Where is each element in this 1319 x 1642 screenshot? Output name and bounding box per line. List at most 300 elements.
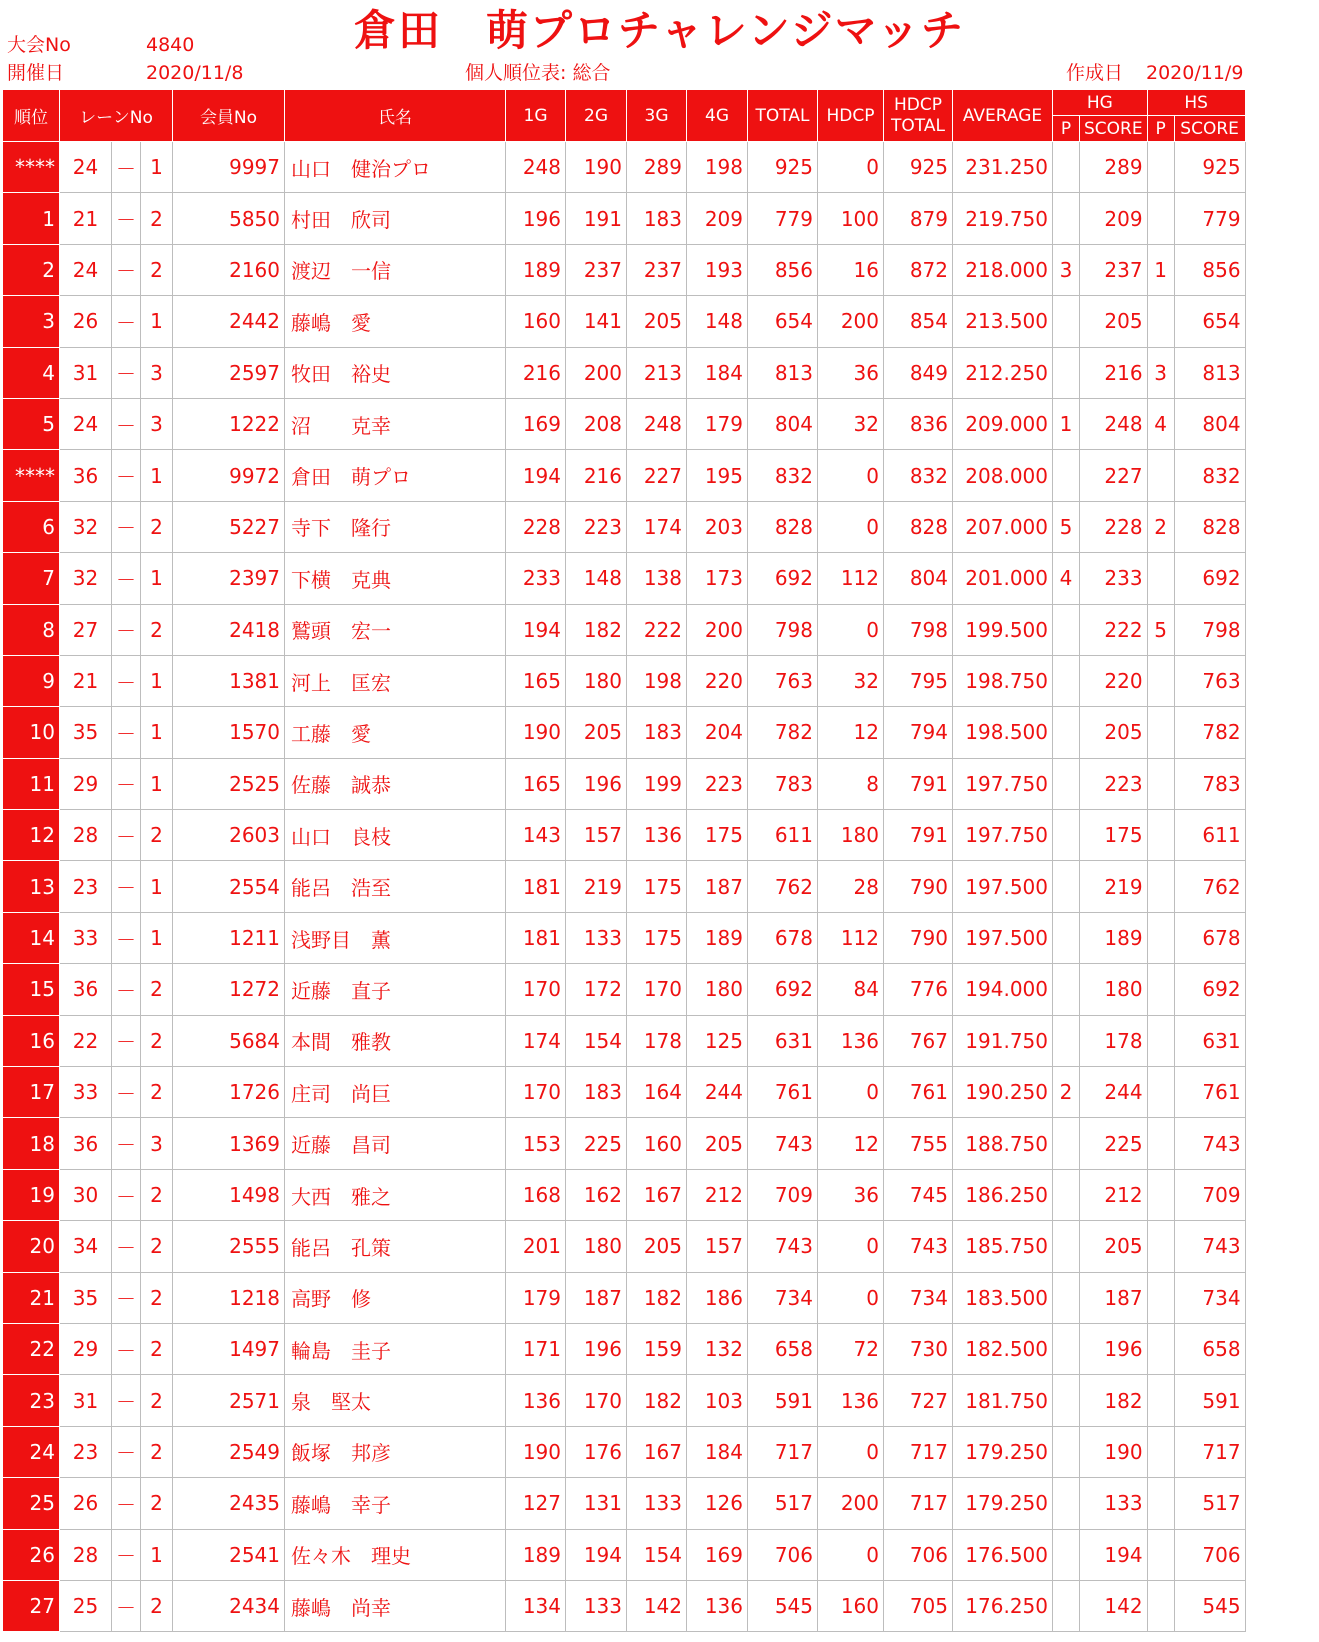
average-cell: 199.500 [953, 604, 1053, 655]
name-cell: 庄司 尚巨 [285, 1067, 506, 1118]
col-lane: レーンNo [60, 90, 173, 142]
average-cell: 201.000 [953, 553, 1053, 604]
rank-cell: 8 [3, 604, 60, 655]
hg-position-cell [1053, 1478, 1080, 1529]
hdcp-cell: 0 [818, 1221, 884, 1272]
game4-cell: 198 [687, 142, 748, 193]
average-cell: 198.500 [953, 707, 1053, 758]
lane-box-cell: 3 [141, 398, 173, 449]
hg-score-cell: 182 [1080, 1375, 1148, 1426]
name-cell: 高野 修 [285, 1272, 506, 1323]
average-cell: 197.750 [953, 810, 1053, 861]
hdcp-cell: 112 [818, 912, 884, 963]
hs-position-cell [1147, 1272, 1174, 1323]
hs-position-cell [1147, 1067, 1174, 1118]
col-1g: 1G [506, 90, 566, 142]
hdcp-cell: 0 [818, 1067, 884, 1118]
total-cell: 832 [748, 450, 818, 501]
game1-cell: 179 [506, 1272, 566, 1323]
lane-box-cell: 2 [141, 1323, 173, 1374]
lane-separator: － [112, 758, 141, 809]
hs-position-cell [1147, 758, 1174, 809]
total-cell: 545 [748, 1580, 818, 1631]
lane-separator: － [112, 707, 141, 758]
name-cell: 佐藤 誠恭 [285, 758, 506, 809]
name-cell: 近藤 昌司 [285, 1118, 506, 1169]
table-header [3, 90, 1246, 142]
hs-position-cell [1147, 964, 1174, 1015]
hs-score-cell: 611 [1174, 810, 1245, 861]
game4-cell: 187 [687, 861, 748, 912]
average-cell: 179.250 [953, 1478, 1053, 1529]
rank-cell: 9 [3, 655, 60, 706]
lane-box-cell: 2 [141, 810, 173, 861]
name-cell: 飯塚 邦彦 [285, 1426, 506, 1477]
hdcp-total-cell: 730 [884, 1323, 953, 1374]
total-cell: 631 [748, 1015, 818, 1066]
hg-score-cell: 187 [1080, 1272, 1148, 1323]
lane-cell: 23 [60, 1426, 112, 1477]
created-date: 2020/11/9 [1146, 62, 1244, 84]
table-row [3, 1478, 1246, 1529]
lane-box-cell: 2 [141, 1478, 173, 1529]
hg-score-cell: 237 [1080, 244, 1148, 295]
total-cell: 517 [748, 1478, 818, 1529]
hg-position-cell [1053, 964, 1080, 1015]
table-row [3, 1529, 1246, 1580]
lane-cell: 24 [60, 244, 112, 295]
hdcp-total-cell: 925 [884, 142, 953, 193]
col-hg: HG [1053, 90, 1148, 116]
hs-position-cell: 5 [1147, 604, 1174, 655]
hg-position-cell [1053, 1221, 1080, 1272]
total-cell: 743 [748, 1118, 818, 1169]
game1-cell: 143 [506, 810, 566, 861]
lane-cell: 23 [60, 861, 112, 912]
member-no-cell: 2525 [173, 758, 285, 809]
name-cell: 下横 克典 [285, 553, 506, 604]
game2-cell: 157 [566, 810, 627, 861]
lane-separator: － [112, 398, 141, 449]
total-cell: 678 [748, 912, 818, 963]
game1-cell: 168 [506, 1169, 566, 1220]
hdcp-total-cell: 791 [884, 758, 953, 809]
member-no-cell: 5684 [173, 1015, 285, 1066]
game3-cell: 248 [627, 398, 687, 449]
hg-position-cell [1053, 655, 1080, 706]
total-cell: 591 [748, 1375, 818, 1426]
game3-cell: 237 [627, 244, 687, 295]
hdcp-total-cell: 705 [884, 1580, 953, 1631]
hg-score-cell: 219 [1080, 861, 1148, 912]
total-cell: 925 [748, 142, 818, 193]
hdcp-cell: 32 [818, 655, 884, 706]
hg-position-cell [1053, 1375, 1080, 1426]
game2-cell: 208 [566, 398, 627, 449]
total-cell: 804 [748, 398, 818, 449]
game4-cell: 209 [687, 193, 748, 244]
hdcp-cell: 72 [818, 1323, 884, 1374]
lane-separator: － [112, 501, 141, 552]
lane-cell: 25 [60, 1580, 112, 1631]
hs-score-cell: 798 [1174, 604, 1245, 655]
lane-box-cell: 1 [141, 296, 173, 347]
average-cell: 190.250 [953, 1067, 1053, 1118]
hdcp-total-cell: 767 [884, 1015, 953, 1066]
game1-cell: 201 [506, 1221, 566, 1272]
total-cell: 717 [748, 1426, 818, 1477]
game3-cell: 170 [627, 964, 687, 1015]
average-cell: 191.750 [953, 1015, 1053, 1066]
game2-cell: 162 [566, 1169, 627, 1220]
game1-cell: 233 [506, 553, 566, 604]
lane-separator: － [112, 1067, 141, 1118]
rank-cell: 5 [3, 398, 60, 449]
game1-cell: 228 [506, 501, 566, 552]
hdcp-total-cell: 795 [884, 655, 953, 706]
rank-cell: 16 [3, 1015, 60, 1066]
game4-cell: 173 [687, 553, 748, 604]
lane-separator: － [112, 655, 141, 706]
game1-cell: 171 [506, 1323, 566, 1374]
game3-cell: 182 [627, 1272, 687, 1323]
game2-cell: 223 [566, 501, 627, 552]
hdcp-total-cell: 790 [884, 912, 953, 963]
game3-cell: 289 [627, 142, 687, 193]
hg-position-cell [1053, 912, 1080, 963]
game1-cell: 190 [506, 1426, 566, 1477]
hg-score-cell: 233 [1080, 553, 1148, 604]
game2-cell: 194 [566, 1529, 627, 1580]
lane-separator: － [112, 553, 141, 604]
lane-box-cell: 1 [141, 707, 173, 758]
lane-cell: 36 [60, 450, 112, 501]
rank-cell: 4 [3, 347, 60, 398]
member-no-cell: 5227 [173, 501, 285, 552]
total-cell: 611 [748, 810, 818, 861]
game2-cell: 133 [566, 912, 627, 963]
lane-box-cell: 3 [141, 1118, 173, 1169]
rank-cell: 2 [3, 244, 60, 295]
hs-score-cell: 743 [1174, 1221, 1245, 1272]
hdcp-cell: 136 [818, 1375, 884, 1426]
lane-box-cell: 1 [141, 758, 173, 809]
hg-score-cell: 194 [1080, 1529, 1148, 1580]
hg-score-cell: 189 [1080, 912, 1148, 963]
lane-cell: 35 [60, 707, 112, 758]
hdcp-cell: 0 [818, 1529, 884, 1580]
average-cell: 183.500 [953, 1272, 1053, 1323]
lane-cell: 31 [60, 1375, 112, 1426]
hs-score-cell: 782 [1174, 707, 1245, 758]
game4-cell: 126 [687, 1478, 748, 1529]
col-hdcp: HDCP [818, 90, 884, 142]
tournament-no-label: 大会No [7, 34, 71, 56]
lane-separator: － [112, 142, 141, 193]
lane-box-cell: 2 [141, 1580, 173, 1631]
hg-position-cell [1053, 1272, 1080, 1323]
name-cell: 工藤 愛 [285, 707, 506, 758]
game4-cell: 157 [687, 1221, 748, 1272]
hs-score-cell: 832 [1174, 450, 1245, 501]
hs-score-cell: 762 [1174, 861, 1245, 912]
game3-cell: 213 [627, 347, 687, 398]
hs-position-cell [1147, 553, 1174, 604]
table-row [3, 347, 1246, 398]
game2-cell: 131 [566, 1478, 627, 1529]
hg-position-cell: 5 [1053, 501, 1080, 552]
hg-score-cell: 228 [1080, 501, 1148, 552]
lane-box-cell: 1 [141, 912, 173, 963]
hdcp-total-cell: 734 [884, 1272, 953, 1323]
rank-cell: 11 [3, 758, 60, 809]
hg-score-cell: 205 [1080, 707, 1148, 758]
lane-cell: 29 [60, 1323, 112, 1374]
col-hg-score: SCORE [1080, 116, 1148, 142]
average-cell: 194.000 [953, 964, 1053, 1015]
game4-cell: 136 [687, 1580, 748, 1631]
table-row [3, 142, 1246, 193]
hdcp-total-cell: 776 [884, 964, 953, 1015]
hg-position-cell [1053, 810, 1080, 861]
hg-score-cell: 142 [1080, 1580, 1148, 1631]
game2-cell: 148 [566, 553, 627, 604]
average-cell: 197.750 [953, 758, 1053, 809]
lane-box-cell: 2 [141, 604, 173, 655]
game3-cell: 222 [627, 604, 687, 655]
game4-cell: 223 [687, 758, 748, 809]
table-row [3, 758, 1246, 809]
game3-cell: 174 [627, 501, 687, 552]
hs-score-cell: 692 [1174, 553, 1245, 604]
table-row [3, 450, 1246, 501]
hg-position-cell [1053, 758, 1080, 809]
name-cell: 近藤 直子 [285, 964, 506, 1015]
rank-cell: 20 [3, 1221, 60, 1272]
name-cell: 大西 雅之 [285, 1169, 506, 1220]
member-no-cell: 2571 [173, 1375, 285, 1426]
name-cell: 泉 堅太 [285, 1375, 506, 1426]
lane-box-cell: 1 [141, 655, 173, 706]
hs-score-cell: 706 [1174, 1529, 1245, 1580]
rank-cell: 19 [3, 1169, 60, 1220]
hdcp-total-cell: 794 [884, 707, 953, 758]
game2-cell: 180 [566, 1221, 627, 1272]
hdcp-total-cell: 727 [884, 1375, 953, 1426]
hs-position-cell [1147, 912, 1174, 963]
hs-score-cell: 734 [1174, 1272, 1245, 1323]
game1-cell: 160 [506, 296, 566, 347]
game3-cell: 138 [627, 553, 687, 604]
member-no-cell: 2418 [173, 604, 285, 655]
hs-position-cell [1147, 142, 1174, 193]
total-cell: 654 [748, 296, 818, 347]
hs-score-cell: 804 [1174, 398, 1245, 449]
table-row [3, 964, 1246, 1015]
lane-cell: 21 [60, 655, 112, 706]
hdcp-cell: 0 [818, 450, 884, 501]
hdcp-total-cell: 706 [884, 1529, 953, 1580]
rank-cell: 24 [3, 1426, 60, 1477]
rank-cell: 21 [3, 1272, 60, 1323]
lane-separator: － [112, 1478, 141, 1529]
table-row [3, 912, 1246, 963]
table-row [3, 1118, 1246, 1169]
game4-cell: 184 [687, 1426, 748, 1477]
member-no-cell: 1726 [173, 1067, 285, 1118]
table-row [3, 1169, 1246, 1220]
hdcp-cell: 36 [818, 1169, 884, 1220]
hdcp-total-cell: 804 [884, 553, 953, 604]
tournament-no: 4840 [146, 34, 195, 56]
member-no-cell: 2434 [173, 1580, 285, 1631]
lane-cell: 36 [60, 1118, 112, 1169]
game4-cell: 148 [687, 296, 748, 347]
rank-cell: 17 [3, 1067, 60, 1118]
rank-cell: 10 [3, 707, 60, 758]
table-row [3, 1323, 1246, 1374]
game3-cell: 167 [627, 1426, 687, 1477]
rank-cell: 13 [3, 861, 60, 912]
lane-cell: 32 [60, 501, 112, 552]
total-cell: 706 [748, 1529, 818, 1580]
average-cell: 179.250 [953, 1426, 1053, 1477]
lane-box-cell: 1 [141, 450, 173, 501]
game3-cell: 183 [627, 707, 687, 758]
col-rank: 順位 [3, 90, 60, 142]
hdcp-total-cell: 755 [884, 1118, 953, 1169]
lane-box-cell: 2 [141, 1169, 173, 1220]
game4-cell: 244 [687, 1067, 748, 1118]
hs-position-cell [1147, 296, 1174, 347]
lane-box-cell: 2 [141, 1375, 173, 1426]
game1-cell: 194 [506, 604, 566, 655]
col-4g: 4G [687, 90, 748, 142]
game4-cell: 193 [687, 244, 748, 295]
hg-score-cell: 175 [1080, 810, 1148, 861]
lane-cell: 34 [60, 1221, 112, 1272]
hdcp-total-cell: 854 [884, 296, 953, 347]
lane-box-cell: 2 [141, 244, 173, 295]
hs-position-cell [1147, 1580, 1174, 1631]
hs-position-cell [1147, 1529, 1174, 1580]
hg-score-cell: 227 [1080, 450, 1148, 501]
col-member: 会員No [173, 90, 285, 142]
average-cell: 197.500 [953, 912, 1053, 963]
hg-score-cell: 223 [1080, 758, 1148, 809]
hs-score-cell: 678 [1174, 912, 1245, 963]
name-cell: 佐々木 理史 [285, 1529, 506, 1580]
lane-separator: － [112, 1221, 141, 1272]
table-row [3, 1375, 1246, 1426]
game2-cell: 205 [566, 707, 627, 758]
game3-cell: 167 [627, 1169, 687, 1220]
name-cell: 藤嶋 尚幸 [285, 1580, 506, 1631]
total-cell: 761 [748, 1067, 818, 1118]
average-cell: 231.250 [953, 142, 1053, 193]
hs-score-cell: 828 [1174, 501, 1245, 552]
hdcp-cell: 0 [818, 604, 884, 655]
hs-score-cell: 591 [1174, 1375, 1245, 1426]
average-cell: 198.750 [953, 655, 1053, 706]
member-no-cell: 1272 [173, 964, 285, 1015]
lane-cell: 31 [60, 347, 112, 398]
lane-box-cell: 2 [141, 193, 173, 244]
member-no-cell: 9972 [173, 450, 285, 501]
game2-cell: 170 [566, 1375, 627, 1426]
game4-cell: 103 [687, 1375, 748, 1426]
average-cell: 181.750 [953, 1375, 1053, 1426]
game1-cell: 196 [506, 193, 566, 244]
hg-score-cell: 190 [1080, 1426, 1148, 1477]
game3-cell: 182 [627, 1375, 687, 1426]
lane-cell: 35 [60, 1272, 112, 1323]
hg-score-cell: 205 [1080, 1221, 1148, 1272]
average-cell: 207.000 [953, 501, 1053, 552]
hdcp-cell: 16 [818, 244, 884, 295]
hs-score-cell: 658 [1174, 1323, 1245, 1374]
lane-separator: － [112, 193, 141, 244]
game1-cell: 136 [506, 1375, 566, 1426]
game2-cell: 190 [566, 142, 627, 193]
hs-score-cell: 856 [1174, 244, 1245, 295]
total-cell: 782 [748, 707, 818, 758]
hdcp-total-cell: 828 [884, 501, 953, 552]
game2-cell: 141 [566, 296, 627, 347]
hs-position-cell [1147, 1169, 1174, 1220]
hs-position-cell [1147, 1015, 1174, 1066]
game1-cell: 189 [506, 244, 566, 295]
hdcp-total-cell: 836 [884, 398, 953, 449]
hg-position-cell [1053, 142, 1080, 193]
hdcp-cell: 112 [818, 553, 884, 604]
col-2g: 2G [566, 90, 627, 142]
hg-score-cell: 212 [1080, 1169, 1148, 1220]
table-row [3, 1067, 1246, 1118]
hs-position-cell: 4 [1147, 398, 1174, 449]
hs-score-cell: 717 [1174, 1426, 1245, 1477]
lane-box-cell: 2 [141, 1272, 173, 1323]
game1-cell: 170 [506, 1067, 566, 1118]
name-cell: 寺下 隆行 [285, 501, 506, 552]
lane-box-cell: 2 [141, 1067, 173, 1118]
hs-position-cell [1147, 1426, 1174, 1477]
col-hs-p: P [1147, 116, 1174, 142]
game3-cell: 175 [627, 912, 687, 963]
lane-cell: 32 [60, 553, 112, 604]
hg-position-cell [1053, 1169, 1080, 1220]
col-total: TOTAL [748, 90, 818, 142]
hdcp-cell: 160 [818, 1580, 884, 1631]
average-cell: 219.750 [953, 193, 1053, 244]
average-cell: 209.000 [953, 398, 1053, 449]
lane-separator: － [112, 964, 141, 1015]
member-no-cell: 9997 [173, 142, 285, 193]
total-cell: 762 [748, 861, 818, 912]
table-row [3, 501, 1246, 552]
total-cell: 692 [748, 553, 818, 604]
hdcp-total-cell: 791 [884, 810, 953, 861]
table-row [3, 810, 1246, 861]
lane-separator: － [112, 450, 141, 501]
hg-score-cell: 205 [1080, 296, 1148, 347]
total-cell: 709 [748, 1169, 818, 1220]
hs-position-cell [1147, 1221, 1174, 1272]
game1-cell: 189 [506, 1529, 566, 1580]
lane-cell: 26 [60, 1478, 112, 1529]
game4-cell: 205 [687, 1118, 748, 1169]
game1-cell: 165 [506, 758, 566, 809]
